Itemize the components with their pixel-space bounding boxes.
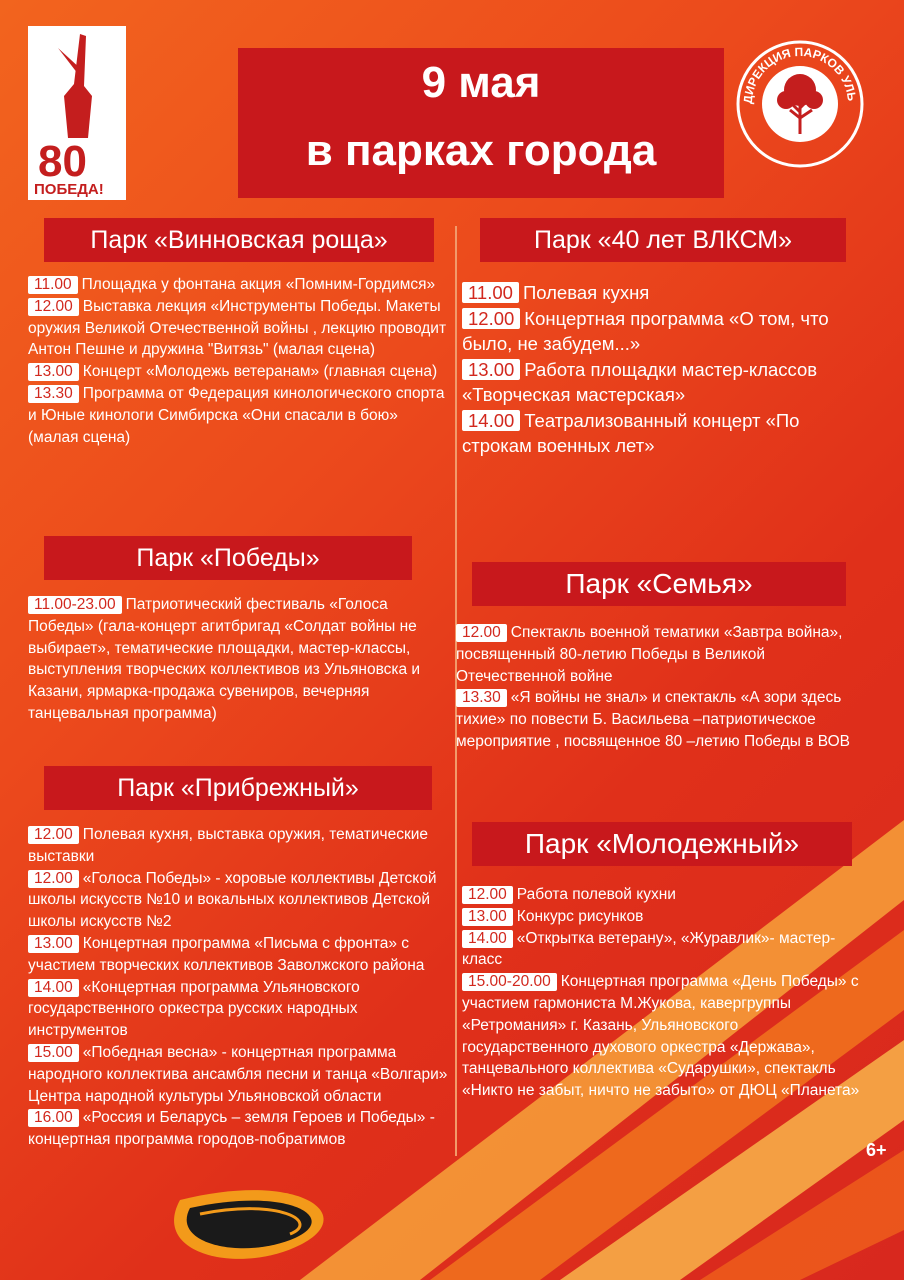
event-text: Концертная программа «День Победы» с участием гармониста М.Жукова, кавергруппы «Ретромания» г. Казань, Ульяновского государственного духового оркестра «Держава», танцевального коллектива «Сударушки», спектакль «Никто не забыт, ничто не забыто» от ДЮЦ «Планета»	[462, 973, 860, 1100]
event-text: Работа полевой кухни	[516, 886, 676, 903]
event-item	[28, 274, 448, 296]
event-item	[28, 594, 448, 725]
event-text: «Россия и Беларусь – земля Героев и Победы» - концертная программа городов-побратимов	[28, 1109, 435, 1149]
event-item	[462, 280, 862, 306]
emblem-text: ДИРЕКЦИЯ ПАРКОВ УЛЬ	[740, 44, 859, 105]
event-text: Концертная программа «Письма с фронта» с участием творческих коллективов Заволжского района	[28, 934, 425, 974]
event-text: Театрализованный концерт «По строкам военных лет»	[462, 409, 800, 456]
event-text: Полевая кухня, выставка оружия, тематические выставки	[28, 826, 429, 865]
event-text: Работа площадки мастер-классов «Творческая мастерская»	[462, 358, 818, 405]
event-time: 11.00-23.00	[28, 596, 122, 614]
event-time: 16.00	[28, 1109, 79, 1127]
victory-80-logo	[28, 26, 126, 200]
event-time: 12.00	[456, 624, 507, 642]
event-text: Концерт «Молодежь ветеранам» (главная сцена)	[82, 363, 438, 381]
event-item	[28, 977, 448, 1042]
event-text: Программа от Федерация кинологического спорта и Юные кинологи Симбирска «Они спасали в бою» (малая сцена)	[28, 384, 445, 446]
parks-directorate-emblem	[734, 38, 866, 170]
page-title-line1: 9 мая	[421, 58, 541, 107]
event-time: 12.00	[462, 308, 520, 329]
event-list-pobedy	[28, 594, 448, 725]
event-text: «Победная весна» - концертная программа народного коллектива ансамбля песни и танца «Волгари» Центра народной культуры Ульяновской области	[28, 1043, 448, 1105]
event-item	[462, 306, 862, 357]
event-text: Площадка у фонтана акция «Помним-Гордимся»	[81, 276, 436, 293]
page-title-line2: в парках города	[305, 126, 657, 175]
event-time: 13.30	[28, 385, 79, 403]
event-text: Полевая кухня	[522, 282, 650, 303]
event-time: 15.00	[28, 1044, 79, 1062]
event-time: 13.00	[28, 363, 79, 381]
event-time: 12.00	[28, 870, 79, 888]
park-header-40-vlksm: Парк «40 лет ВЛКСМ»	[480, 218, 846, 262]
park-header-pribrezhny: Парк «Прибрежный»	[44, 766, 432, 810]
event-item	[28, 1042, 448, 1107]
event-time: 14.00	[462, 930, 513, 948]
event-time: 13.00	[28, 935, 79, 953]
event-item	[28, 1107, 448, 1151]
event-text: «Голоса Победы» - хоровые коллективы Детской школы искусств №10 и вокальных коллективов Детской школы искусств №2	[28, 869, 437, 931]
event-time: 11.00	[462, 282, 519, 303]
park-header-pobedy: Парк «Победы»	[44, 536, 412, 580]
event-item	[28, 361, 448, 383]
event-text: Конкурс рисунков	[516, 907, 644, 925]
event-text: Патриотический фестиваль «Голоса Победы» (гала-концерт агитбригад «Солдат войны не выбирает», тематические площадки, мастер-классы, выступления творческих коллективов из Ульяновска и Казани, ярмарка-продажа сувениров, вечерняя танцевальная программа)	[28, 596, 421, 722]
event-time: 13.00	[462, 908, 513, 926]
event-text: Спектакль военной тематики «Завтра война», посвященный 80-летию Победы в Великой Отечественной войне	[456, 624, 843, 685]
event-item	[462, 971, 862, 1102]
event-item	[462, 357, 862, 408]
event-time: 13.30	[456, 689, 507, 707]
event-item	[462, 928, 862, 972]
event-time: 14.00	[28, 979, 79, 997]
event-time: 15.00-20.00	[462, 973, 557, 991]
event-item	[456, 687, 856, 752]
event-item	[462, 884, 862, 906]
logo-caption: ПОБЕДА!	[34, 181, 104, 198]
event-list-molodezhny	[462, 884, 862, 1102]
park-header-vinnovskaya: Парк «Винновская роща»	[44, 218, 434, 262]
age-rating: 6+	[866, 1140, 887, 1160]
event-time: 12.00	[28, 298, 79, 316]
event-item	[28, 296, 448, 361]
event-text: Концертная программа «О том, что было, не забудем...»	[462, 307, 829, 354]
event-list-40-vlksm	[462, 280, 862, 459]
event-text: Выставка лекция «Инструменты Победы. Макеты оружия Великой Отечественной войны , лекцию проводит Антон Пешне и дружина "Витязь" (малая сцена)	[28, 297, 447, 359]
event-text: «Концертная программа Ульяновского государственного оркестра русских народных инструментов	[28, 978, 360, 1040]
event-item	[28, 933, 448, 977]
event-item	[28, 824, 448, 868]
event-time: 12.00	[28, 826, 79, 844]
event-time: 14.00	[462, 410, 520, 431]
event-text: «Открытка ветерану», «Журавлик»- мастер-класс	[462, 929, 836, 969]
event-time: 12.00	[462, 886, 513, 904]
park-header-molodezhny: Парк «Молодежный»	[472, 822, 852, 866]
event-time: 13.00	[462, 359, 520, 380]
logo-number: 80	[38, 137, 87, 186]
event-item	[456, 622, 856, 687]
event-item	[462, 408, 862, 459]
park-header-semya: Парк «Семья»	[472, 562, 846, 606]
event-time: 11.00	[28, 276, 78, 294]
event-text: «Я войны не знал» и спектакль «А зори здесь тихие» по повести Б. Васильева –патриотическое мероприятие , посвященное 80 –летию Победы в ВОВ	[456, 689, 850, 750]
event-item	[28, 868, 448, 933]
event-list-vinnovskaya	[28, 274, 448, 448]
event-list-pribrezhny	[28, 824, 448, 1151]
event-item	[462, 906, 862, 928]
event-list-semya	[456, 622, 856, 753]
event-item	[28, 383, 448, 448]
